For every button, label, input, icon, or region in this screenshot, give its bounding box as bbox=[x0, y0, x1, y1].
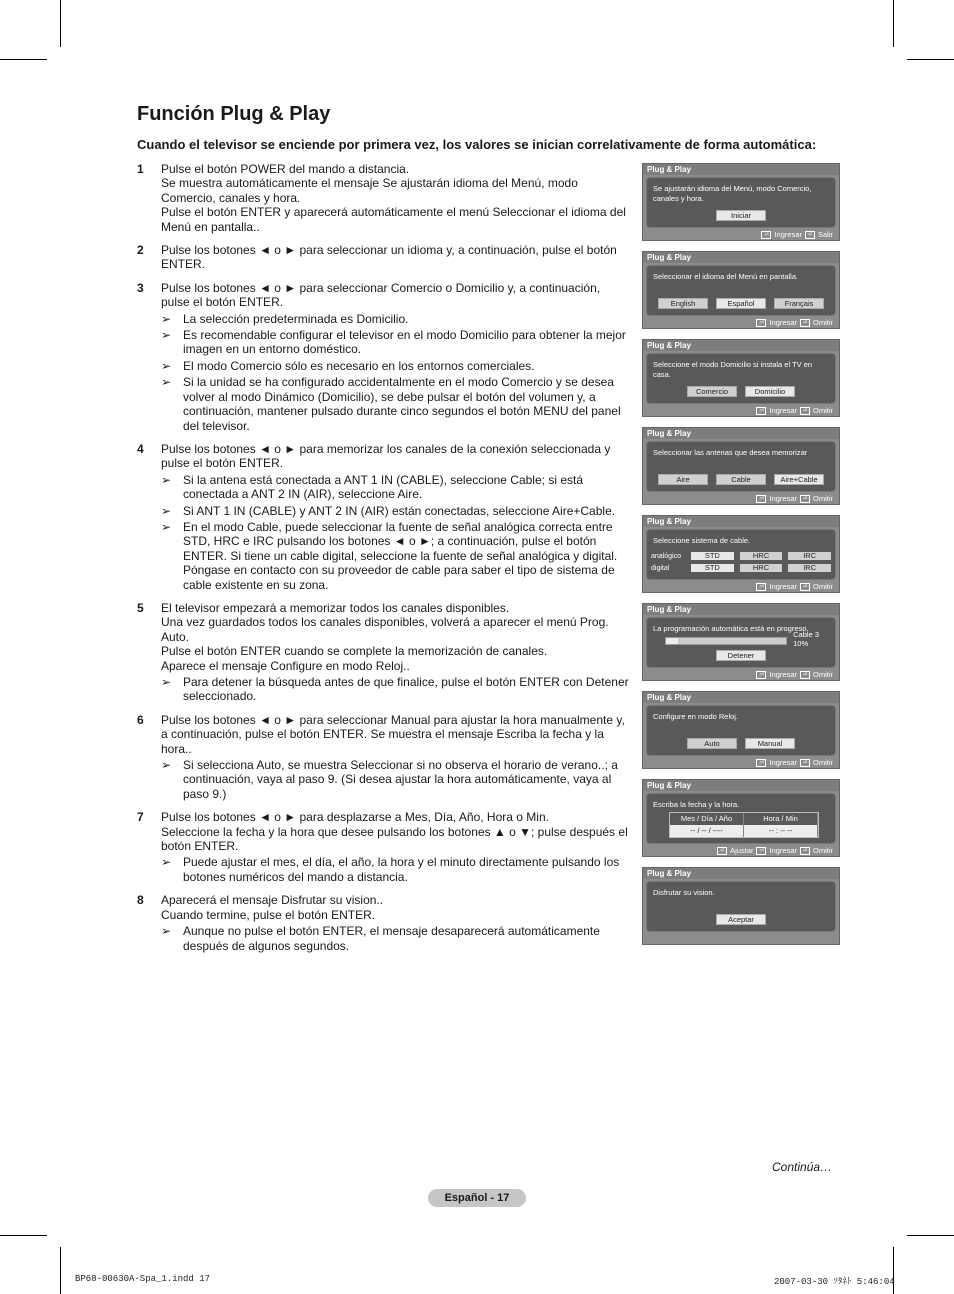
osd-panel bbox=[642, 339, 840, 417]
osd-title: Plug & Play bbox=[643, 252, 839, 263]
step-item bbox=[137, 162, 632, 234]
step-note bbox=[161, 359, 632, 373]
step-line: Pulse los botones ◄ o ► para seleccionar Manual para ajustar la hora manualmente y, a continuación, pulse el botón ENTER. Se muestra el mensaje Escriba la fecha y la hora.. bbox=[161, 712, 625, 756]
step-line: Seleccione la fecha y la hora que desee pulsando los botones ▲ o ▼; pulse después el botón ENTER. bbox=[161, 824, 628, 854]
step-body bbox=[161, 442, 632, 592]
remote-key-icon: ⏎ bbox=[756, 319, 766, 327]
step-number: 1 bbox=[137, 162, 144, 176]
osd-title: Plug & Play bbox=[643, 868, 839, 879]
osd-footer-label: Omitir bbox=[813, 670, 833, 679]
osd-message: Configure en modo Reloj. bbox=[653, 712, 739, 721]
remote-key-icon: ⏎ bbox=[756, 847, 766, 855]
step-item bbox=[137, 243, 632, 272]
osd-panel bbox=[642, 427, 840, 505]
note-arrow-icon: ➢ bbox=[161, 472, 172, 487]
osd-message: Seleccione sistema de cable. bbox=[653, 536, 751, 545]
remote-key-icon: ⏎ bbox=[756, 671, 766, 679]
osd-buttons bbox=[647, 210, 835, 221]
osd-footer-label: Ingresar bbox=[769, 846, 797, 855]
crop-mark bbox=[0, 1235, 47, 1236]
cable-option[interactable]: IRC bbox=[788, 552, 831, 560]
osd-message: Seleccionar el idioma del Menú en pantalla. bbox=[653, 272, 799, 281]
osd-footer bbox=[756, 318, 833, 327]
osd-message: Se ajustarán idioma del Menú, modo Comercio, canales y hora. bbox=[653, 184, 812, 203]
osd-footer-label: Omitir bbox=[813, 494, 833, 503]
step-line: Pulse los botones ◄ o ► para desplazarse a Mes, Día, Año, Hora o Min. bbox=[161, 810, 549, 825]
step-line: Pulse el botón POWER del mando a distancia. bbox=[161, 162, 410, 176]
osd-footer-label: Ajustar bbox=[730, 846, 754, 855]
osd-panel bbox=[642, 779, 840, 857]
step-line: Una vez guardados todos los canales disponibles, volverá a aparecer el menú Prog. Auto. bbox=[161, 615, 609, 644]
step-item bbox=[137, 601, 632, 704]
osd-option-button[interactable]: English bbox=[658, 298, 708, 309]
crop-mark bbox=[60, 1247, 61, 1294]
osd-dialog bbox=[646, 441, 836, 492]
osd-option-button[interactable]: Manual bbox=[745, 738, 795, 749]
note-text: Aunque no pulse el botón ENTER, el mensaje desaparecerá automáticamente después de algunos segundos. bbox=[183, 924, 600, 953]
note-arrow-icon: ➢ bbox=[161, 924, 172, 939]
step-line: Aparece el mensaje Configure en modo Reloj.. bbox=[161, 658, 410, 673]
step-body bbox=[161, 281, 632, 433]
remote-key-icon: ⏎ bbox=[756, 407, 766, 415]
step-line: El televisor empezará a memorizar todos los canales disponibles. bbox=[161, 600, 510, 615]
remote-key-icon: ⏎ bbox=[800, 495, 810, 503]
step-note bbox=[161, 312, 632, 326]
crop-mark bbox=[907, 59, 954, 60]
osd-option-button[interactable]: Aire bbox=[658, 474, 708, 485]
page-subtitle: Cuando el televisor se enciende por primera vez, los valores se inician correlativamente de forma automática: bbox=[137, 137, 817, 152]
osd-dialog bbox=[646, 529, 836, 580]
remote-key-icon: ⏎ bbox=[717, 847, 727, 855]
note-text: Puede ajustar el mes, el día, el año, la hora y el minuto directamente pulsando los botones numéricos del mando a distancia. bbox=[183, 855, 620, 884]
osd-option-button[interactable]: Aceptar bbox=[716, 914, 766, 925]
step-body bbox=[161, 893, 632, 953]
step-note bbox=[161, 675, 632, 704]
remote-key-icon: ⏎ bbox=[800, 847, 810, 855]
note-text: Si ANT 1 IN (CABLE) y ANT 2 IN (AIR) están conectadas, seleccione Aire+Cable. bbox=[183, 503, 616, 518]
step-note bbox=[161, 758, 632, 801]
osd-option-button[interactable]: Auto bbox=[687, 738, 737, 749]
osd-footer-label: Ingresar bbox=[769, 758, 797, 767]
crop-mark bbox=[60, 0, 61, 47]
osd-dialog bbox=[646, 793, 836, 844]
osd-footer-label: Omitir bbox=[813, 318, 833, 327]
note-arrow-icon: ➢ bbox=[161, 855, 172, 870]
cable-option[interactable]: STD bbox=[691, 564, 734, 572]
osd-footer-label: Ingresar bbox=[769, 406, 797, 415]
step-line: Pulse el botón ENTER cuando se complete la memorización de canales. bbox=[161, 644, 548, 659]
osd-footer bbox=[756, 406, 833, 415]
osd-option-button[interactable]: Aire+Cable bbox=[774, 474, 824, 485]
note-arrow-icon: ➢ bbox=[161, 358, 172, 373]
file-slug: BP68-00630A-Spa_1.indd 17 bbox=[75, 1274, 211, 1284]
osd-title: Plug & Play bbox=[643, 604, 839, 615]
osd-option-button[interactable]: Français bbox=[774, 298, 824, 309]
remote-key-icon: ⏎ bbox=[805, 231, 815, 239]
osd-message: Seleccione el modo Domicilio si instala el TV en casa. bbox=[653, 360, 813, 379]
osd-panels bbox=[642, 163, 840, 955]
step-number: 5 bbox=[137, 600, 144, 615]
osd-footer bbox=[717, 846, 833, 855]
step-body bbox=[161, 162, 632, 234]
note-text: La selección predeterminada es Domicilio. bbox=[183, 311, 409, 326]
osd-dialog bbox=[646, 353, 836, 404]
osd-dialog bbox=[646, 705, 836, 756]
osd-footer-label: Ingresar bbox=[769, 494, 797, 503]
progress-fill bbox=[666, 638, 678, 644]
cable-option[interactable]: HRC bbox=[740, 552, 783, 560]
osd-footer-label: Omitir bbox=[813, 582, 833, 591]
note-text: Para detener la búsqueda antes de que finalice, pulse el botón ENTER con Detener seleccionado. bbox=[183, 675, 629, 704]
osd-footer bbox=[756, 582, 833, 591]
continued-label: Continúa… bbox=[772, 1160, 833, 1174]
crop-mark bbox=[0, 59, 47, 60]
osd-title: Plug & Play bbox=[643, 516, 839, 527]
date-time-header-cell: Hora / Min bbox=[744, 813, 818, 825]
osd-option-button[interactable]: Detener bbox=[716, 650, 766, 661]
steps-list bbox=[137, 162, 632, 962]
osd-title: Plug & Play bbox=[643, 692, 839, 703]
step-number: 8 bbox=[137, 893, 144, 908]
step-item bbox=[137, 281, 632, 433]
osd-dialog bbox=[646, 617, 836, 668]
osd-option-button[interactable]: Cable bbox=[716, 474, 766, 485]
osd-title: Plug & Play bbox=[643, 780, 839, 791]
note-text: Si la antena está conectada a ANT 1 IN (CABLE), seleccione Cable; si está conectada a ANT 2 IN (AIR), seleccione Aire. bbox=[183, 472, 583, 502]
remote-key-icon: ⏎ bbox=[800, 407, 810, 415]
osd-buttons bbox=[647, 650, 835, 661]
osd-panel bbox=[642, 867, 840, 945]
note-text: En el modo Cable, puede seleccionar la fuente de señal analógica correcta entre STD, HRC e IRC pulsando los botones ◄ o ►; a continuación, pulse el botón ENTER. Si tiene un cable digital, seleccione la fuente de señal analógica y digital. Póngase en contacto con su proveedor de cable para saber el tipo de sistema de cable existente en su zona. bbox=[183, 519, 618, 592]
cable-system-row bbox=[651, 564, 831, 572]
step-note bbox=[161, 375, 632, 433]
osd-footer bbox=[756, 494, 833, 503]
osd-panel bbox=[642, 603, 840, 681]
osd-buttons bbox=[647, 474, 835, 485]
step-note bbox=[161, 855, 632, 884]
osd-dialog bbox=[646, 881, 836, 932]
remote-key-icon: ⏎ bbox=[761, 231, 771, 239]
note-text: Si la unidad se ha configurado accidentalmente en el modo Comercio y se desea volver al modo Dinámico (Domicilio), se debe pulsar el botón del volumen y, a continuación, mantener pulsado durante cinco segundos el botón MENU del panel del televisor. bbox=[183, 375, 621, 433]
osd-footer-label: Ingresar bbox=[774, 230, 802, 239]
step-line: Pulse los botones ◄ o ► para seleccionar un idioma y, a continuación, pulse el botón ENTER. bbox=[161, 243, 617, 272]
osd-footer-label: Ingresar bbox=[769, 670, 797, 679]
date-time-header bbox=[670, 813, 818, 825]
osd-dialog bbox=[646, 177, 836, 228]
osd-message: Escriba la fecha y la hora. bbox=[653, 800, 740, 809]
osd-dialog bbox=[646, 265, 836, 316]
osd-footer-label: Omitir bbox=[813, 846, 833, 855]
note-text: Si selecciona Auto, se muestra Seleccionar si no observa el horario de verano..; a continuación, vaya al paso 9. (Si desea ajustar la hora automáticamente, vaya al paso 9.) bbox=[183, 758, 618, 801]
note-arrow-icon: ➢ bbox=[161, 328, 172, 343]
osd-title: Plug & Play bbox=[643, 428, 839, 439]
cable-option[interactable]: STD bbox=[691, 552, 734, 560]
crop-mark bbox=[893, 0, 894, 47]
note-arrow-icon: ➢ bbox=[161, 375, 172, 390]
step-note bbox=[161, 328, 632, 357]
progress-percent: 10% bbox=[793, 639, 809, 648]
osd-buttons bbox=[647, 738, 835, 749]
note-text: Es recomendable configurar el televisor en el modo Domicilio para obtener la mejor imagen en un entorno doméstico. bbox=[183, 328, 626, 357]
osd-buttons bbox=[647, 298, 835, 309]
step-note bbox=[161, 924, 632, 953]
osd-option-button[interactable]: Domicilio bbox=[745, 386, 795, 397]
date-time-table bbox=[669, 812, 819, 838]
step-line: Aparecerá el mensaje Disfrutar su vision.. bbox=[161, 893, 384, 908]
osd-footer bbox=[756, 758, 833, 767]
progress-bar bbox=[665, 637, 787, 645]
step-body bbox=[161, 713, 632, 801]
osd-footer-label: Ingresar bbox=[769, 318, 797, 327]
cable-row-label: analógico bbox=[651, 552, 681, 560]
step-line: Se muestra automáticamente el mensaje Se ajustarán idioma del Menú, modo Comercio, canales y hora. bbox=[161, 176, 578, 205]
date-time-values bbox=[670, 825, 818, 837]
progress-info bbox=[793, 630, 819, 648]
remote-key-icon: ⏎ bbox=[800, 583, 810, 591]
step-body bbox=[161, 810, 632, 884]
step-number: 6 bbox=[137, 712, 144, 727]
osd-option-button[interactable]: Iniciar bbox=[716, 210, 766, 221]
step-body bbox=[161, 601, 632, 704]
cable-option[interactable]: IRC bbox=[788, 564, 831, 572]
osd-message: Seleccionar las antenas que desea memorizar bbox=[653, 448, 808, 457]
step-line: Pulse el botón ENTER y aparecerá automáticamente el menú Seleccionar el idioma del Menú en pantalla.. bbox=[161, 205, 626, 234]
osd-panel bbox=[642, 691, 840, 769]
date-time-field[interactable]: -- / -- / ---- bbox=[670, 825, 744, 837]
cable-system-row bbox=[651, 552, 831, 560]
step-line: Cuando termine, pulse el botón ENTER. bbox=[161, 907, 376, 922]
osd-footer-label: Salir bbox=[817, 230, 833, 239]
date-time-header-cell: Mes / Día / Año bbox=[670, 813, 744, 825]
remote-key-icon: ⏎ bbox=[800, 319, 810, 327]
step-number: 7 bbox=[137, 810, 144, 825]
osd-message: La programación automática está en progreso. bbox=[653, 624, 809, 633]
note-arrow-icon: ➢ bbox=[161, 519, 172, 534]
step-item bbox=[137, 713, 632, 801]
note-arrow-icon: ➢ bbox=[161, 503, 172, 518]
osd-panel bbox=[642, 515, 840, 593]
cable-option[interactable]: HRC bbox=[740, 564, 783, 572]
step-note bbox=[161, 504, 632, 518]
step-number: 4 bbox=[137, 441, 144, 456]
step-item bbox=[137, 810, 632, 884]
step-line: Pulse los botones ◄ o ► para memorizar los canales de la conexión seleccionada y pulse el botón ENTER. bbox=[161, 441, 611, 471]
crop-mark bbox=[907, 1235, 954, 1236]
remote-key-icon: ⏎ bbox=[756, 759, 766, 767]
step-item bbox=[137, 893, 632, 953]
step-number: 3 bbox=[137, 280, 144, 295]
osd-buttons bbox=[647, 914, 835, 925]
osd-message: Disfrutar su vision. bbox=[653, 888, 715, 897]
step-number: 2 bbox=[137, 243, 144, 258]
osd-panel bbox=[642, 163, 840, 241]
step-body bbox=[161, 243, 632, 272]
remote-key-icon: ⏎ bbox=[756, 495, 766, 503]
page-number-badge: Español - 17 bbox=[428, 1189, 526, 1207]
osd-footer bbox=[756, 670, 833, 679]
step-note bbox=[161, 473, 632, 502]
osd-title: Plug & Play bbox=[643, 340, 839, 351]
note-arrow-icon: ➢ bbox=[161, 311, 172, 326]
osd-buttons bbox=[647, 386, 835, 397]
step-item bbox=[137, 442, 632, 592]
osd-footer-label: Omitir bbox=[813, 758, 833, 767]
note-text: El modo Comercio sólo es necesario en los entornos comerciales. bbox=[183, 358, 535, 373]
step-line: Pulse los botones ◄ o ► para seleccionar Comercio o Domicilio y, a continuación, pulse el botón ENTER. bbox=[161, 280, 601, 310]
date-slug: 2007-03-30 ｿﾀﾈﾄ 5:46:04 bbox=[774, 1277, 895, 1287]
remote-key-icon: ⏎ bbox=[800, 759, 810, 767]
osd-footer-label: Omitir bbox=[813, 406, 833, 415]
date-time-field[interactable]: -- : -- -- bbox=[744, 825, 818, 837]
osd-footer bbox=[761, 230, 833, 239]
remote-key-icon: ⏎ bbox=[800, 671, 810, 679]
note-arrow-icon: ➢ bbox=[161, 758, 172, 773]
osd-option-button[interactable]: Comercio bbox=[687, 386, 737, 397]
note-arrow-icon: ➢ bbox=[161, 675, 172, 689]
osd-option-button[interactable]: Español bbox=[716, 298, 766, 309]
page-title: Función Plug & Play bbox=[137, 103, 331, 125]
osd-panel bbox=[642, 251, 840, 329]
progress-channel: Cable 3 bbox=[793, 630, 819, 639]
osd-title: Plug & Play bbox=[643, 164, 839, 175]
step-note bbox=[161, 520, 632, 592]
cable-row-label: digital bbox=[651, 564, 670, 572]
remote-key-icon: ⏎ bbox=[756, 583, 766, 591]
osd-footer-label: Ingresar bbox=[769, 582, 797, 591]
